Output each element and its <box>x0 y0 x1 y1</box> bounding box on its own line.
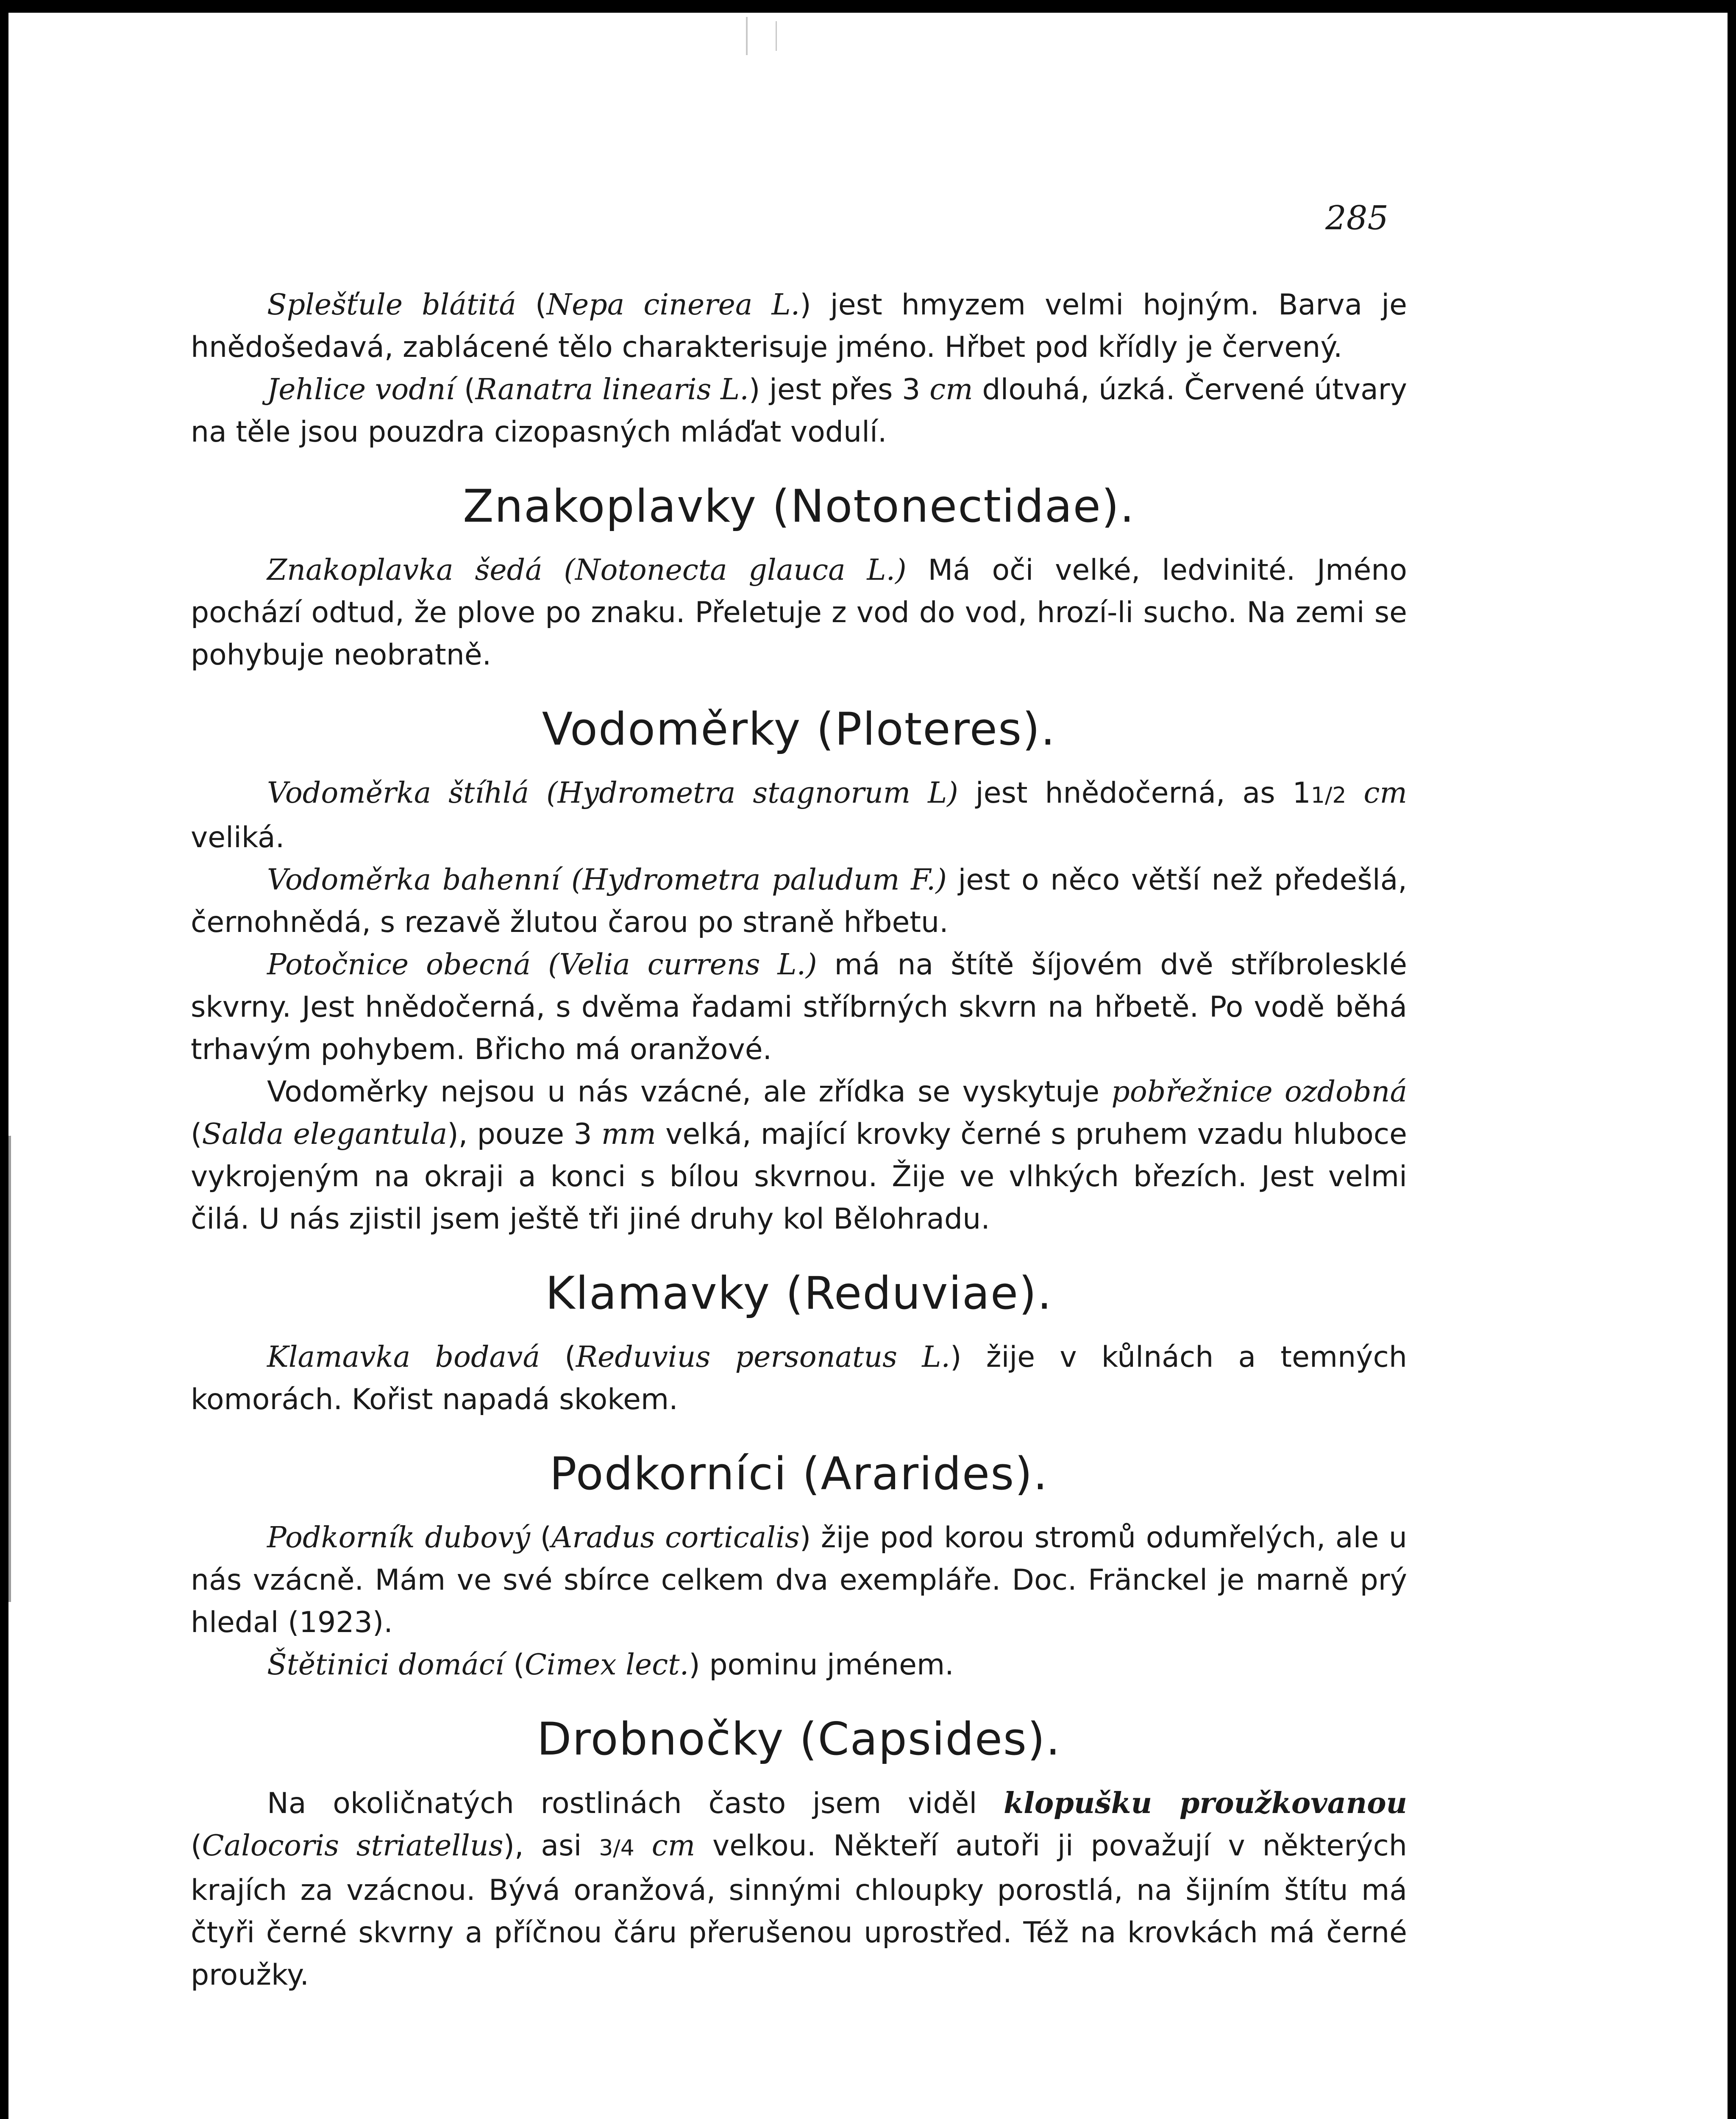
species-name: mm <box>601 1118 656 1151</box>
paragraph <box>191 1517 1407 1644</box>
species-name: pobřežnice ozdobná <box>1111 1075 1407 1109</box>
scan-mark-top-2 <box>776 21 777 51</box>
text-run: ( <box>516 288 547 322</box>
text-run <box>634 1829 652 1863</box>
species-name: Klamavka bodavá <box>267 1340 540 1374</box>
species-name: Calocoris striatellus <box>202 1829 504 1863</box>
text-run: Na okoličnatých rostlinách často jsem viděl <box>267 1787 1004 1820</box>
species-name: cm <box>1363 776 1407 810</box>
species-name: cm <box>929 373 973 406</box>
species-name: Aradus corticalis <box>551 1521 800 1554</box>
text-run: ( <box>530 1521 552 1554</box>
text-run: jest o něco větší než předešlá, černohnědá, s rezavě žlutou čarou po straně hřbetu. <box>191 863 1407 939</box>
paragraph <box>191 944 1407 1071</box>
text-run: ) žije pod korou stromů odumřelých, ale u nás vzácně. Mám ve své sbírce celkem dva exempláře. Doc. Fränckel je marně prý hledal (1923). <box>191 1521 1408 1639</box>
paragraph <box>191 549 1407 676</box>
text-run: ), asi <box>503 1829 599 1863</box>
species-name: Štětinici domácí <box>267 1648 504 1682</box>
text-run: ) žije v kůlnách a temných komorách. Kořist napadá skokem. <box>191 1340 1407 1416</box>
species-name: Jehlice vodní <box>267 373 455 406</box>
species-name: Nepa cinerea L. <box>546 288 800 322</box>
species-name: Podkorník dubový <box>267 1521 531 1554</box>
section-heading: Znakoplavky (Notonectidae). <box>463 480 1135 532</box>
paragraph <box>191 1071 1407 1240</box>
section-heading: Vodoměrky (Ploteres). <box>542 703 1056 755</box>
text-run: jest hnědočerná, as 1 <box>958 776 1311 810</box>
text-run: velkou. Někteří autoři ji považují v některých krajích za vzácnou. Bývá oranžová, sinnými chloupky porostlá, na šijním štítu má čtyři černé skvrny a příčnou čáru přerušenou uprostřed. Též na krovkách má černé proužky. <box>191 1829 1407 1992</box>
section-heading: Podkorníci (Ararides). <box>549 1448 1049 1500</box>
text-run: ( <box>191 1829 202 1863</box>
text-run: dlouhá, úzká. Červené útvary na těle jsou pouzdra cizopasných mláďat vodulí. <box>191 373 1407 449</box>
paragraph <box>191 1782 1407 1997</box>
page-body <box>191 284 1407 1997</box>
section-heading: Drobnočky (Capsides). <box>537 1713 1061 1765</box>
text-run: ), pouze 3 <box>447 1118 601 1151</box>
paragraph <box>191 369 1407 453</box>
scan-mark-top <box>746 17 748 55</box>
section-heading: Klamavky (Reduviae). <box>545 1267 1053 1319</box>
species-name: Splešťule blátitá <box>267 288 516 322</box>
species-name: klopušku proužkovanou <box>1003 1786 1407 1820</box>
text-run: velká, mající krovky černé s pruhem vzadu hluboce vykrojeným na okraji a konci s bílou skvrnou. Žije ve vlhkých březích. Jest velmi čilá. U nás zjistil jsem ještě tři jiné druhy kol Bělohradu. <box>191 1118 1408 1236</box>
paragraph <box>191 859 1407 944</box>
text-run: ( <box>540 1340 576 1374</box>
text-run: ( <box>504 1648 525 1682</box>
paragraph <box>191 1644 1407 1686</box>
paragraph <box>191 772 1407 859</box>
text-run: Má oči velké, ledvinité. Jméno pochází odtud, že plove po znaku. Přeletuje z vod do vod, hrozí-li sucho. Na zemi se pohybuje neobratně. <box>191 553 1408 672</box>
text-run: ( <box>191 1118 202 1151</box>
paragraph <box>191 1336 1407 1421</box>
species-name: Cimex lect. <box>524 1648 689 1682</box>
text-run: ) jest přes 3 <box>748 373 930 406</box>
text-run: má na štítě šíjovém dvě stříbrolesklé skvrny. Jest hnědočerná, s dvěma řadami stříbrných skvrn na hřbetě. Po vodě běhá trhavým pohybem. Břicho má oranžové. <box>191 948 1408 1066</box>
species-name: Ranatra linearis L. <box>475 373 749 406</box>
species-name: Vodoměrka bahenní (Hydrometra paludum F.) <box>267 863 947 897</box>
species-name: Potočnice obecná (Velia currens L.) <box>267 948 817 982</box>
text-run: Vodoměrky nejsou u nás vzácné, ale zřídka se vyskytuje <box>267 1075 1112 1109</box>
page-number: 285 <box>1325 199 1388 237</box>
species-name: Znakoplavka šedá (Notonecta glauca L.) <box>267 553 907 587</box>
species-name: cm <box>651 1829 696 1863</box>
text-run <box>1347 776 1364 810</box>
book-page <box>8 13 1728 2119</box>
fraction: 3/4 <box>599 1835 634 1861</box>
paragraph <box>191 284 1407 369</box>
fraction: 1/2 <box>1310 783 1347 808</box>
species-name: Vodoměrka štíhlá (Hydrometra stagnorum L) <box>267 776 958 810</box>
text-run: ) pominu jménem. <box>689 1648 954 1682</box>
text-run: ) jest hmyzem velmi hojným. Barva je hnědošedavá, zablácené tělo charakterisuje jméno. Hřbet pod křídly je červený. <box>191 288 1407 364</box>
text-run: veliká. <box>191 821 285 854</box>
species-name: Reduvius personatus L. <box>576 1340 951 1374</box>
scan-mark-left <box>8 1136 11 1602</box>
text-run: ( <box>455 373 476 406</box>
species-name: Salda elegantula <box>202 1118 448 1151</box>
